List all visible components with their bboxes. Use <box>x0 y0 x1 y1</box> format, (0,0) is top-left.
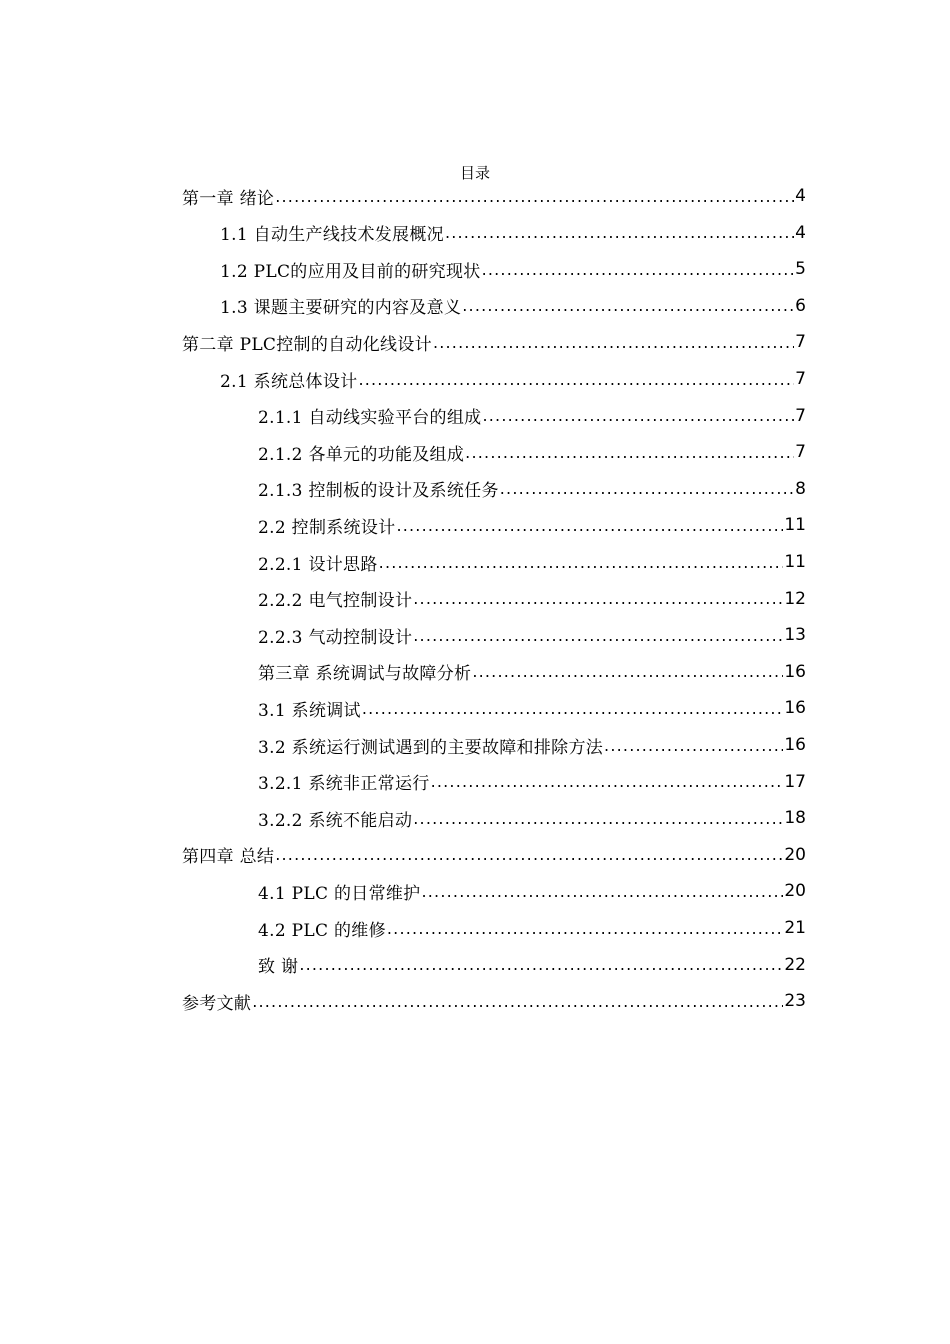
toc-entry[interactable] <box>220 251 806 287</box>
toc-entry[interactable] <box>182 324 806 360</box>
toc-page-number: 23 <box>784 991 806 1012</box>
toc-page-number: 16 <box>784 698 806 719</box>
toc-dot-leader <box>396 516 783 535</box>
toc-entry-label: 4.2 PLC 的维修 <box>258 920 386 941</box>
toc-entry-label: 2.1.1 自动线实验平台的组成 <box>258 408 482 429</box>
toc-dot-leader <box>465 443 794 462</box>
toc-page-number: 6 <box>795 295 806 316</box>
toc-entry[interactable] <box>258 910 806 946</box>
toc-page-number: 18 <box>784 808 806 829</box>
toc-page-number: 11 <box>784 515 806 536</box>
toc-page-number: 16 <box>784 661 806 682</box>
toc-entry[interactable] <box>258 471 806 507</box>
toc-page-number: 21 <box>784 918 806 938</box>
toc-entry-label: 4.1 PLC 的日常维护 <box>258 883 421 904</box>
toc-entry-label: 2.2.1 设计思路 <box>258 554 378 575</box>
toc-page-number: 12 <box>784 588 806 609</box>
toc-title: 目录 <box>459 164 490 182</box>
toc-entry[interactable] <box>258 654 806 690</box>
toc-page-number: 7 <box>795 369 806 389</box>
toc-entry-label: 参考文献 <box>182 993 252 1014</box>
toc-dot-leader <box>421 882 783 901</box>
toc-dot-leader <box>413 626 783 645</box>
toc-entry[interactable] <box>258 507 806 543</box>
toc-page-number: 4 <box>795 186 806 206</box>
toc-entry-label: 3.1 系统调试 <box>258 700 361 721</box>
toc-entry[interactable] <box>258 544 806 580</box>
toc-entry[interactable] <box>182 983 806 1019</box>
toc-entry-label: 3.2 系统运行测试遇到的主要故障和排除方法 <box>258 737 604 758</box>
toc-page-number: 22 <box>784 954 806 975</box>
toc-page-number: 20 <box>784 844 806 865</box>
toc-entry-label: 1.3 课题主要研究的内容及意义 <box>220 298 462 319</box>
toc-entry[interactable] <box>220 361 806 397</box>
toc-dot-leader <box>413 589 783 608</box>
toc-entry[interactable] <box>258 581 806 617</box>
toc-page-number: 8 <box>795 478 806 499</box>
toc-page-number: 4 <box>795 222 806 243</box>
toc-dot-leader <box>413 809 783 828</box>
toc-dot-leader <box>275 845 783 864</box>
toc-dot-leader <box>275 187 794 206</box>
toc-entry-label: 1.2 PLC的应用及目前的研究现状 <box>220 261 481 282</box>
toc-dot-leader <box>500 479 794 498</box>
toc-entry[interactable] <box>258 727 806 763</box>
toc-entry-label: 2.1.2 各单元的功能及组成 <box>258 444 465 465</box>
toc-entry-label: 1.1 自动生产线技术发展概况 <box>220 225 444 246</box>
toc-dot-leader <box>379 553 784 572</box>
toc-dot-leader <box>358 370 794 389</box>
toc-entry[interactable] <box>258 434 806 470</box>
toc-entry-label: 第一章 绪论 <box>182 188 275 209</box>
toc-entry[interactable] <box>220 215 806 251</box>
toc-entry-label: 2.2.2 电气控制设计 <box>258 591 413 612</box>
toc-entry[interactable] <box>258 617 806 653</box>
toc-dot-leader <box>252 992 783 1011</box>
toc-page-number: 17 <box>784 771 806 792</box>
toc-entry-label: 3.2.2 系统不能启动 <box>258 810 413 831</box>
toc-page-number: 7 <box>795 442 806 463</box>
toc-entry-label: 第三章 系统调试与故障分析 <box>258 664 472 685</box>
toc-dot-leader <box>445 223 794 242</box>
toc-entry[interactable] <box>258 764 806 800</box>
toc-entry[interactable] <box>182 837 806 873</box>
toc-entry[interactable] <box>258 398 806 434</box>
toc-entry-label: 2.2 控制系统设计 <box>258 517 396 538</box>
toc-dot-leader <box>299 955 783 974</box>
toc-entry[interactable] <box>258 947 806 983</box>
toc-page-number: 7 <box>795 405 806 426</box>
toc-page-number: 5 <box>795 259 806 280</box>
toc-entry-label: 第四章 总结 <box>182 847 275 868</box>
toc-dot-leader <box>387 919 783 938</box>
toc-dot-leader <box>362 699 784 718</box>
toc-dot-leader <box>604 736 783 755</box>
toc-entry-label: 致 谢 <box>258 957 299 978</box>
toc-page-number: 7 <box>795 332 806 353</box>
toc-page-number: 16 <box>784 735 806 755</box>
toc-entry[interactable] <box>182 178 806 214</box>
toc-dot-leader <box>431 772 784 791</box>
toc-page-number: 13 <box>784 625 806 646</box>
toc-entry[interactable] <box>258 873 806 909</box>
toc-entry[interactable] <box>258 800 806 836</box>
toc-dot-leader <box>433 333 794 352</box>
toc-dot-leader <box>482 406 794 425</box>
toc-entry-label: 2.1.3 控制板的设计及系统任务 <box>258 481 499 502</box>
toc-entry-label: 2.2.3 气动控制设计 <box>258 627 413 648</box>
toc-entry-label: 3.2.1 系统非正常运行 <box>258 774 430 795</box>
toc-dot-leader <box>482 260 795 279</box>
toc-page-number: 11 <box>784 552 806 572</box>
toc-entry[interactable] <box>258 690 806 726</box>
toc-entry-label: 第二章 PLC控制的自动化线设计 <box>182 334 432 355</box>
toc-dot-leader <box>462 296 794 315</box>
toc-entry-label: 2.1 系统总体设计 <box>220 371 358 392</box>
toc-entry[interactable] <box>220 288 806 324</box>
toc-dot-leader <box>472 662 783 681</box>
toc-page-number: 20 <box>784 881 806 902</box>
